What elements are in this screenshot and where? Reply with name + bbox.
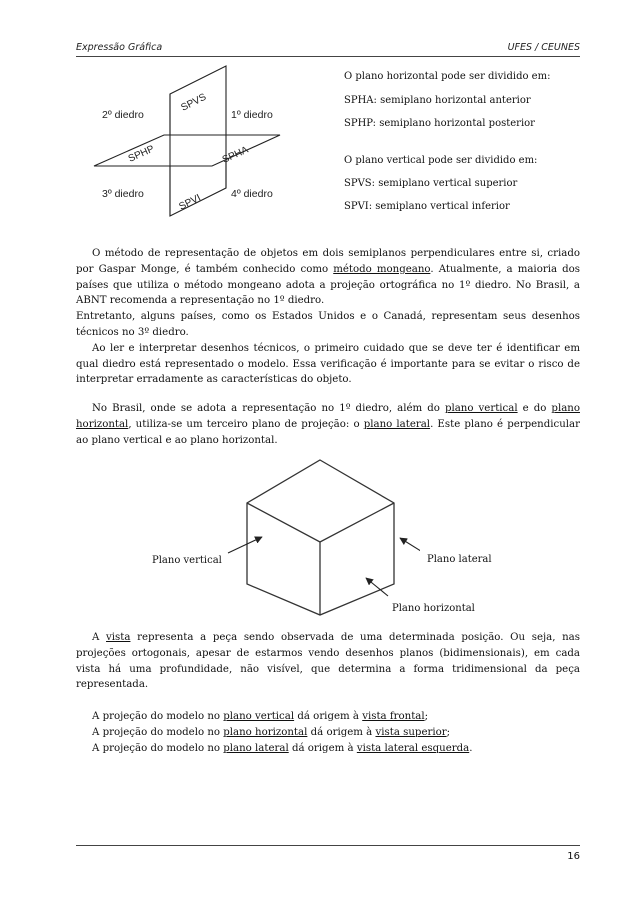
horizontal-plane — [94, 135, 280, 166]
header-rule — [76, 56, 580, 57]
side-note-spha: SPHA: semiplano horizontal anterior — [344, 95, 531, 106]
paragraph-interpretation: Ao ler e interpretar desenhos técnicos, o primeiro cuidado que se deve ter é identificar em qual diedro está representado o modelo. Essa verificação é importante para se evitar o risco de interpretar erradamente as características do objeto. — [76, 342, 580, 386]
projection-list — [76, 709, 580, 756]
quadrant-label-1: 1º diedro — [231, 109, 273, 121]
projection-item-lateral: A projeção do modelo no plano lateral dá origem à vista lateral esquerda. — [92, 742, 473, 754]
side-note-sphp: SPHP: semiplano horizontal posterior — [344, 118, 535, 129]
view-text-block — [76, 630, 580, 693]
footer-rule — [76, 845, 580, 846]
side-note-spvi: SPVI: semiplano vertical inferior — [344, 201, 510, 212]
lateral-plane-text-block — [76, 401, 580, 448]
page-number: 16 — [567, 851, 580, 862]
cube-inner-edges — [247, 503, 394, 542]
paragraph-monge: O método de representação de objetos em dois semiplanos perpendiculares entre si, criado por Gaspar Monge, é também conhecido como método mongeano. Atualmente, a maioria dos países que utiliza o método mongeano adota a projeção ortográfica no 1º diedro. No Brasil, a ABNT recomenda a representação no 1º diedro. — [76, 248, 580, 307]
term-vista: vista — [106, 632, 131, 643]
side-note-spvs: SPVS: semiplano vertical superior — [344, 178, 518, 189]
term-metodo-mongeano: método mongeano — [333, 263, 431, 275]
intro-text-block — [76, 246, 580, 388]
header-right: UFES / CEUNES — [507, 42, 580, 53]
dihedral-figure — [92, 64, 324, 224]
quadrant-label-4: 4º diedro — [231, 188, 273, 200]
paragraph-vista: A vista representa a peça sendo observada de uma determinada posição. Ou seja, nas projeções ortogonais, apesar de estarmos vendo desenhos planos (bidimensionais), em cada vista há uma profundidade, não visível, que determina a forma tridimensional da peça representada. — [76, 632, 580, 691]
label-plano-vertical: Plano vertical — [152, 555, 222, 566]
header-left: Expressão Gráfica — [76, 42, 163, 53]
arrow-lateral — [400, 538, 420, 553]
three-planes-figure — [220, 458, 420, 628]
arrow-horizontal — [366, 578, 388, 596]
projection-item-horizontal: A projeção do modelo no plano horizontal dá origem à vista superior; — [92, 726, 451, 738]
plane-label-spvs: SPVS — [179, 91, 209, 114]
label-plano-horizontal: Plano horizontal — [392, 603, 475, 614]
plane-label-spvi: SPVI — [177, 192, 203, 213]
side-note-vertical-intro: O plano vertical pode ser dividido em: — [344, 155, 538, 166]
paragraph-lateral-plane: No Brasil, onde se adota a representação no 1º diedro, além do plano vertical e do plano horizontal, utiliza-se um terceiro plano de projeção: o plano lateral. Este plano é perpendicular ao plano vertical e ao plano horizontal. — [76, 403, 580, 446]
quadrant-label-2: 2º diedro — [102, 109, 144, 121]
quadrant-label-3: 3º diedro — [102, 188, 144, 200]
label-plano-lateral: Plano lateral — [427, 554, 492, 565]
plane-label-sphp: SPHP — [126, 143, 157, 165]
projection-item-vertical: A projeção do modelo no plano vertical dá origem à vista frontal; — [92, 711, 429, 722]
plane-label-spha: SPHA — [220, 144, 251, 166]
side-note-horizontal-intro: O plano horizontal pode ser dividido em: — [344, 71, 551, 82]
arrow-vertical — [228, 537, 262, 553]
paragraph-third-dihedral: Entretanto, alguns países, como os Estados Unidos e o Canadá, representam seus desenhos técnicos no 3º diedro. — [76, 311, 580, 338]
